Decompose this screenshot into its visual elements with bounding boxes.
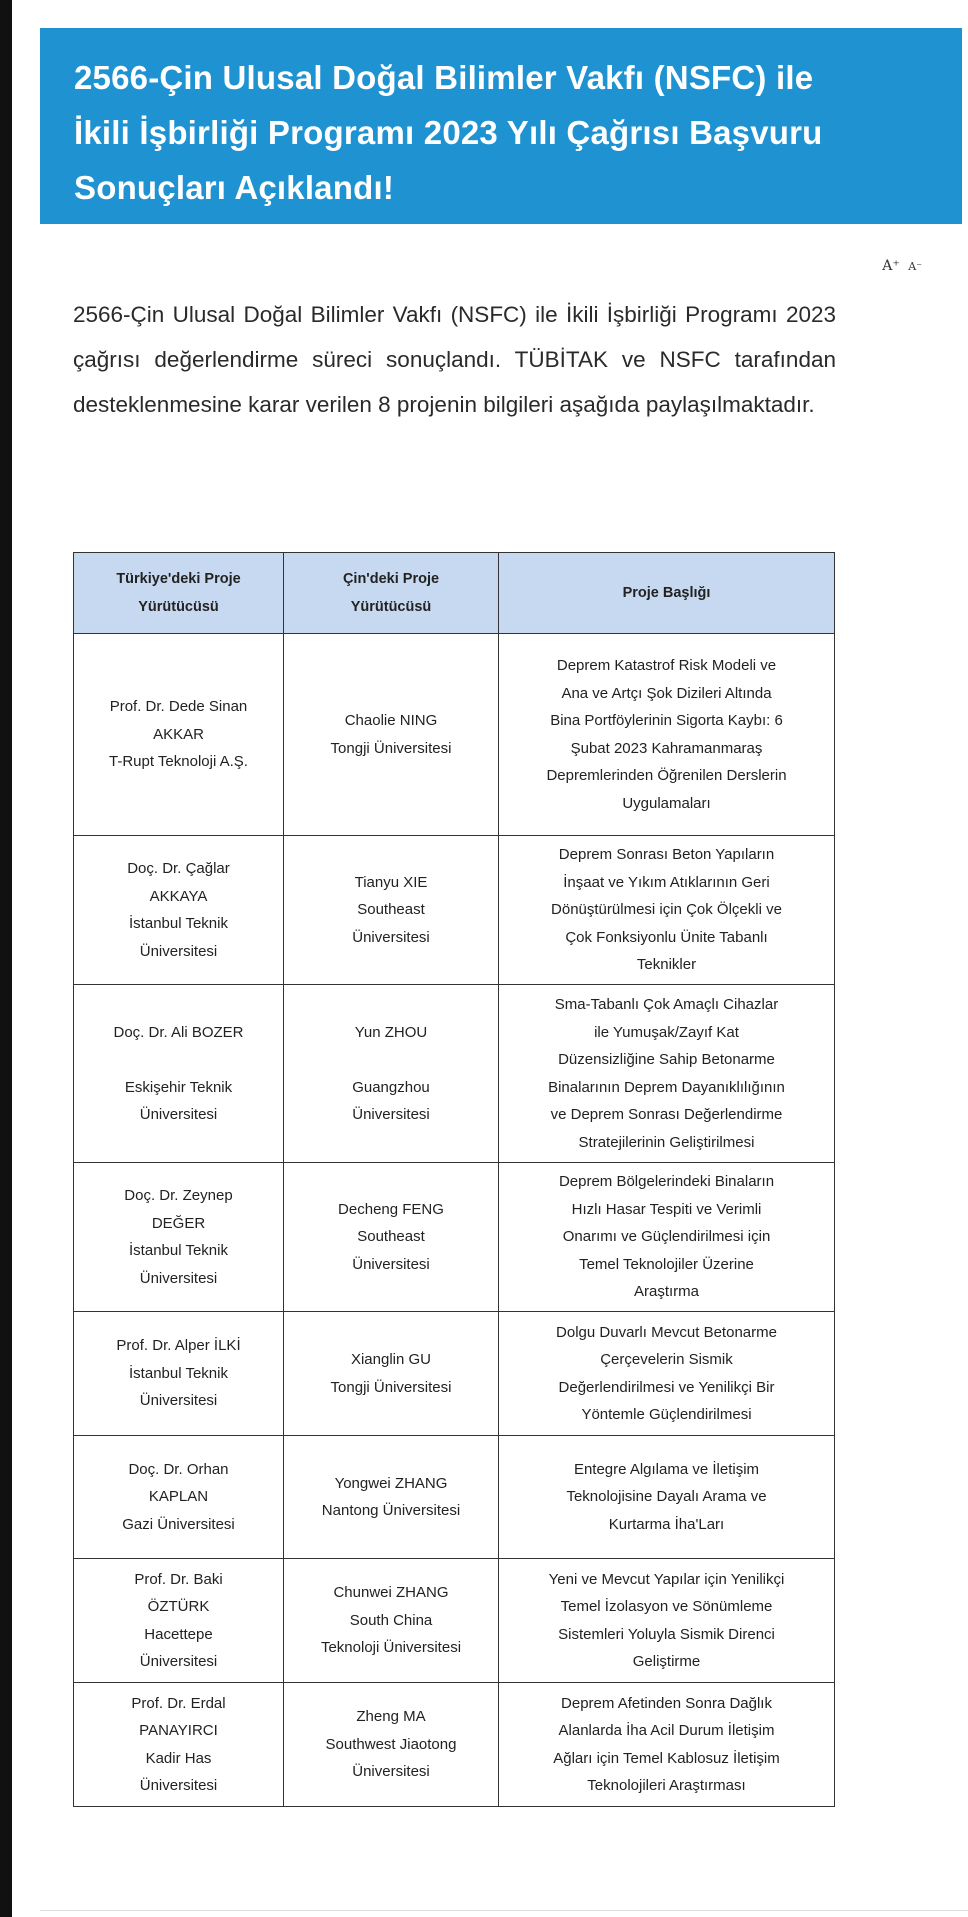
table-row xyxy=(74,1163,835,1312)
turkey-lead-cell: Doç. Dr. Zeynep DEĞER İstanbul Teknik Üniversitesi xyxy=(74,1163,284,1312)
turkey-lead-cell: Doç. Dr. Orhan KAPLAN Gazi Üniversitesi xyxy=(74,1436,284,1559)
china-lead-cell: Zheng MA Southwest Jiaotong Üniversitesi xyxy=(284,1683,499,1807)
turkey-lead-cell: Doç. Dr. Çağlar AKKAYA İstanbul Teknik Üniversitesi xyxy=(74,836,284,985)
project-title-cell: Deprem Bölgelerindeki Binaların Hızlı Hasar Tespiti ve Verimli Onarımı ve Güçlendirilmesi için Temel Teknolojiler Üzerine Araştırma xyxy=(499,1163,835,1312)
bottom-divider xyxy=(40,1910,968,1911)
project-title-cell: Sma-Tabanlı Çok Amaçlı Cihazlar ile Yumuşak/Zayıf Kat Düzensizliğine Sahip Betonarme Binalarının Deprem Dayanıklılığının ve Deprem Sonrası Değerlendirme Stratejilerinin Geliştirilmesi xyxy=(499,985,835,1163)
font-decrease-button[interactable]: A⁻ xyxy=(908,260,922,273)
china-lead-cell: Tianyu XIE Southeast Üniversitesi xyxy=(284,836,499,985)
table-row xyxy=(74,1559,835,1683)
china-lead-cell: Yun ZHOU Guangzhou Üniversitesi xyxy=(284,985,499,1163)
project-title-cell: Deprem Afetinden Sonra Dağlık Alanlarda İha Acil Durum İletişim Ağları için Temel Kablosuz İletişim Teknolojileri Araştırması xyxy=(499,1683,835,1807)
project-title-cell: Deprem Katastrof Risk Modeli ve Ana ve Artçı Şok Dizileri Altında Bina Portföylerinin Sigorta Kaybı: 6 Şubat 2023 Kahramanmaraş Depremlerinden Öğrenilen Derslerin Uygulamaları xyxy=(499,634,835,836)
china-lead-cell: Xianglin GU Tongji Üniversitesi xyxy=(284,1312,499,1436)
turkey-lead-cell: Prof. Dr. Dede Sinan AKKAR T-Rupt Teknoloji A.Ş. xyxy=(74,634,284,836)
table-row xyxy=(74,634,835,836)
font-size-controls xyxy=(878,258,922,274)
table-row xyxy=(74,1436,835,1559)
china-lead-cell: Decheng FENG Southeast Üniversitesi xyxy=(284,1163,499,1312)
intro-paragraph: 2566-Çin Ulusal Doğal Bilimler Vakfı (NSFC) ile İkili İşbirliği Programı 2023 çağrısı değerlendirme süreci sonuçlandı. TÜBİTAK ve NSFC tarafından desteklenmesine karar verilen 8 projenin bilgileri aşağıda paylaşılmaktadır. xyxy=(73,302,836,417)
title-line-2: İkili İşbirliği Programı 2023 Yılı Çağrısı Başvuru xyxy=(74,114,823,151)
header-turkey-lead: Türkiye'deki Proje Yürütücüsü xyxy=(74,553,284,634)
project-title-cell: Entegre Algılama ve İletişim Teknolojisine Dayalı Arama ve Kurtarma İha'Ları xyxy=(499,1436,835,1559)
turkey-lead-cell: Doç. Dr. Ali BOZER Eskişehir Teknik Üniversitesi xyxy=(74,985,284,1163)
project-title-cell: Deprem Sonrası Beton Yapıların İnşaat ve Yıkım Atıklarının Geri Dönüştürülmesi için Çok Ölçekli ve Çok Fonksiyonlu Ünite Tabanlı Teknikler xyxy=(499,836,835,985)
turkey-lead-cell: Prof. Dr. Alper İLKİ İstanbul Teknik Üniversitesi xyxy=(74,1312,284,1436)
header-china-lead: Çin'deki Proje Yürütücüsü xyxy=(284,553,499,634)
title-line-3: Sonuçları Açıklandı! xyxy=(74,169,395,206)
table-row xyxy=(74,1683,835,1807)
left-edge-bar xyxy=(0,0,12,1917)
china-lead-cell: Chunwei ZHANG South China Teknoloji Üniversitesi xyxy=(284,1559,499,1683)
results-table xyxy=(73,552,835,1807)
project-title-cell: Dolgu Duvarlı Mevcut Betonarme Çerçevelerin Sismik Değerlendirilmesi ve Yenilikçi Bir Yöntemle Güçlendirilmesi xyxy=(499,1312,835,1436)
china-lead-cell: Chaolie NING Tongji Üniversitesi xyxy=(284,634,499,836)
table-row xyxy=(74,1312,835,1436)
china-lead-cell: Yongwei ZHANG Nantong Üniversitesi xyxy=(284,1436,499,1559)
project-title-cell: Yeni ve Mevcut Yapılar için Yenilikçi Temel İzolasyon ve Sönümleme Sistemleri Yoluyla Sismik Direnci Geliştirme xyxy=(499,1559,835,1683)
table-header-row xyxy=(74,553,835,634)
header-banner xyxy=(40,28,962,224)
turkey-lead-cell: Prof. Dr. Baki ÖZTÜRK Hacettepe Üniversitesi xyxy=(74,1559,284,1683)
font-increase-button[interactable]: A⁺ xyxy=(882,258,900,274)
page-title xyxy=(74,50,928,215)
turkey-lead-cell: Prof. Dr. Erdal PANAYIRCI Kadir Has Üniversitesi xyxy=(74,1683,284,1807)
table-row xyxy=(74,985,835,1163)
table-row xyxy=(74,836,835,985)
header-project-title: Proje Başlığı xyxy=(499,553,835,634)
title-line-1: 2566-Çin Ulusal Doğal Bilimler Vakfı (NSFC) ile xyxy=(74,59,814,96)
